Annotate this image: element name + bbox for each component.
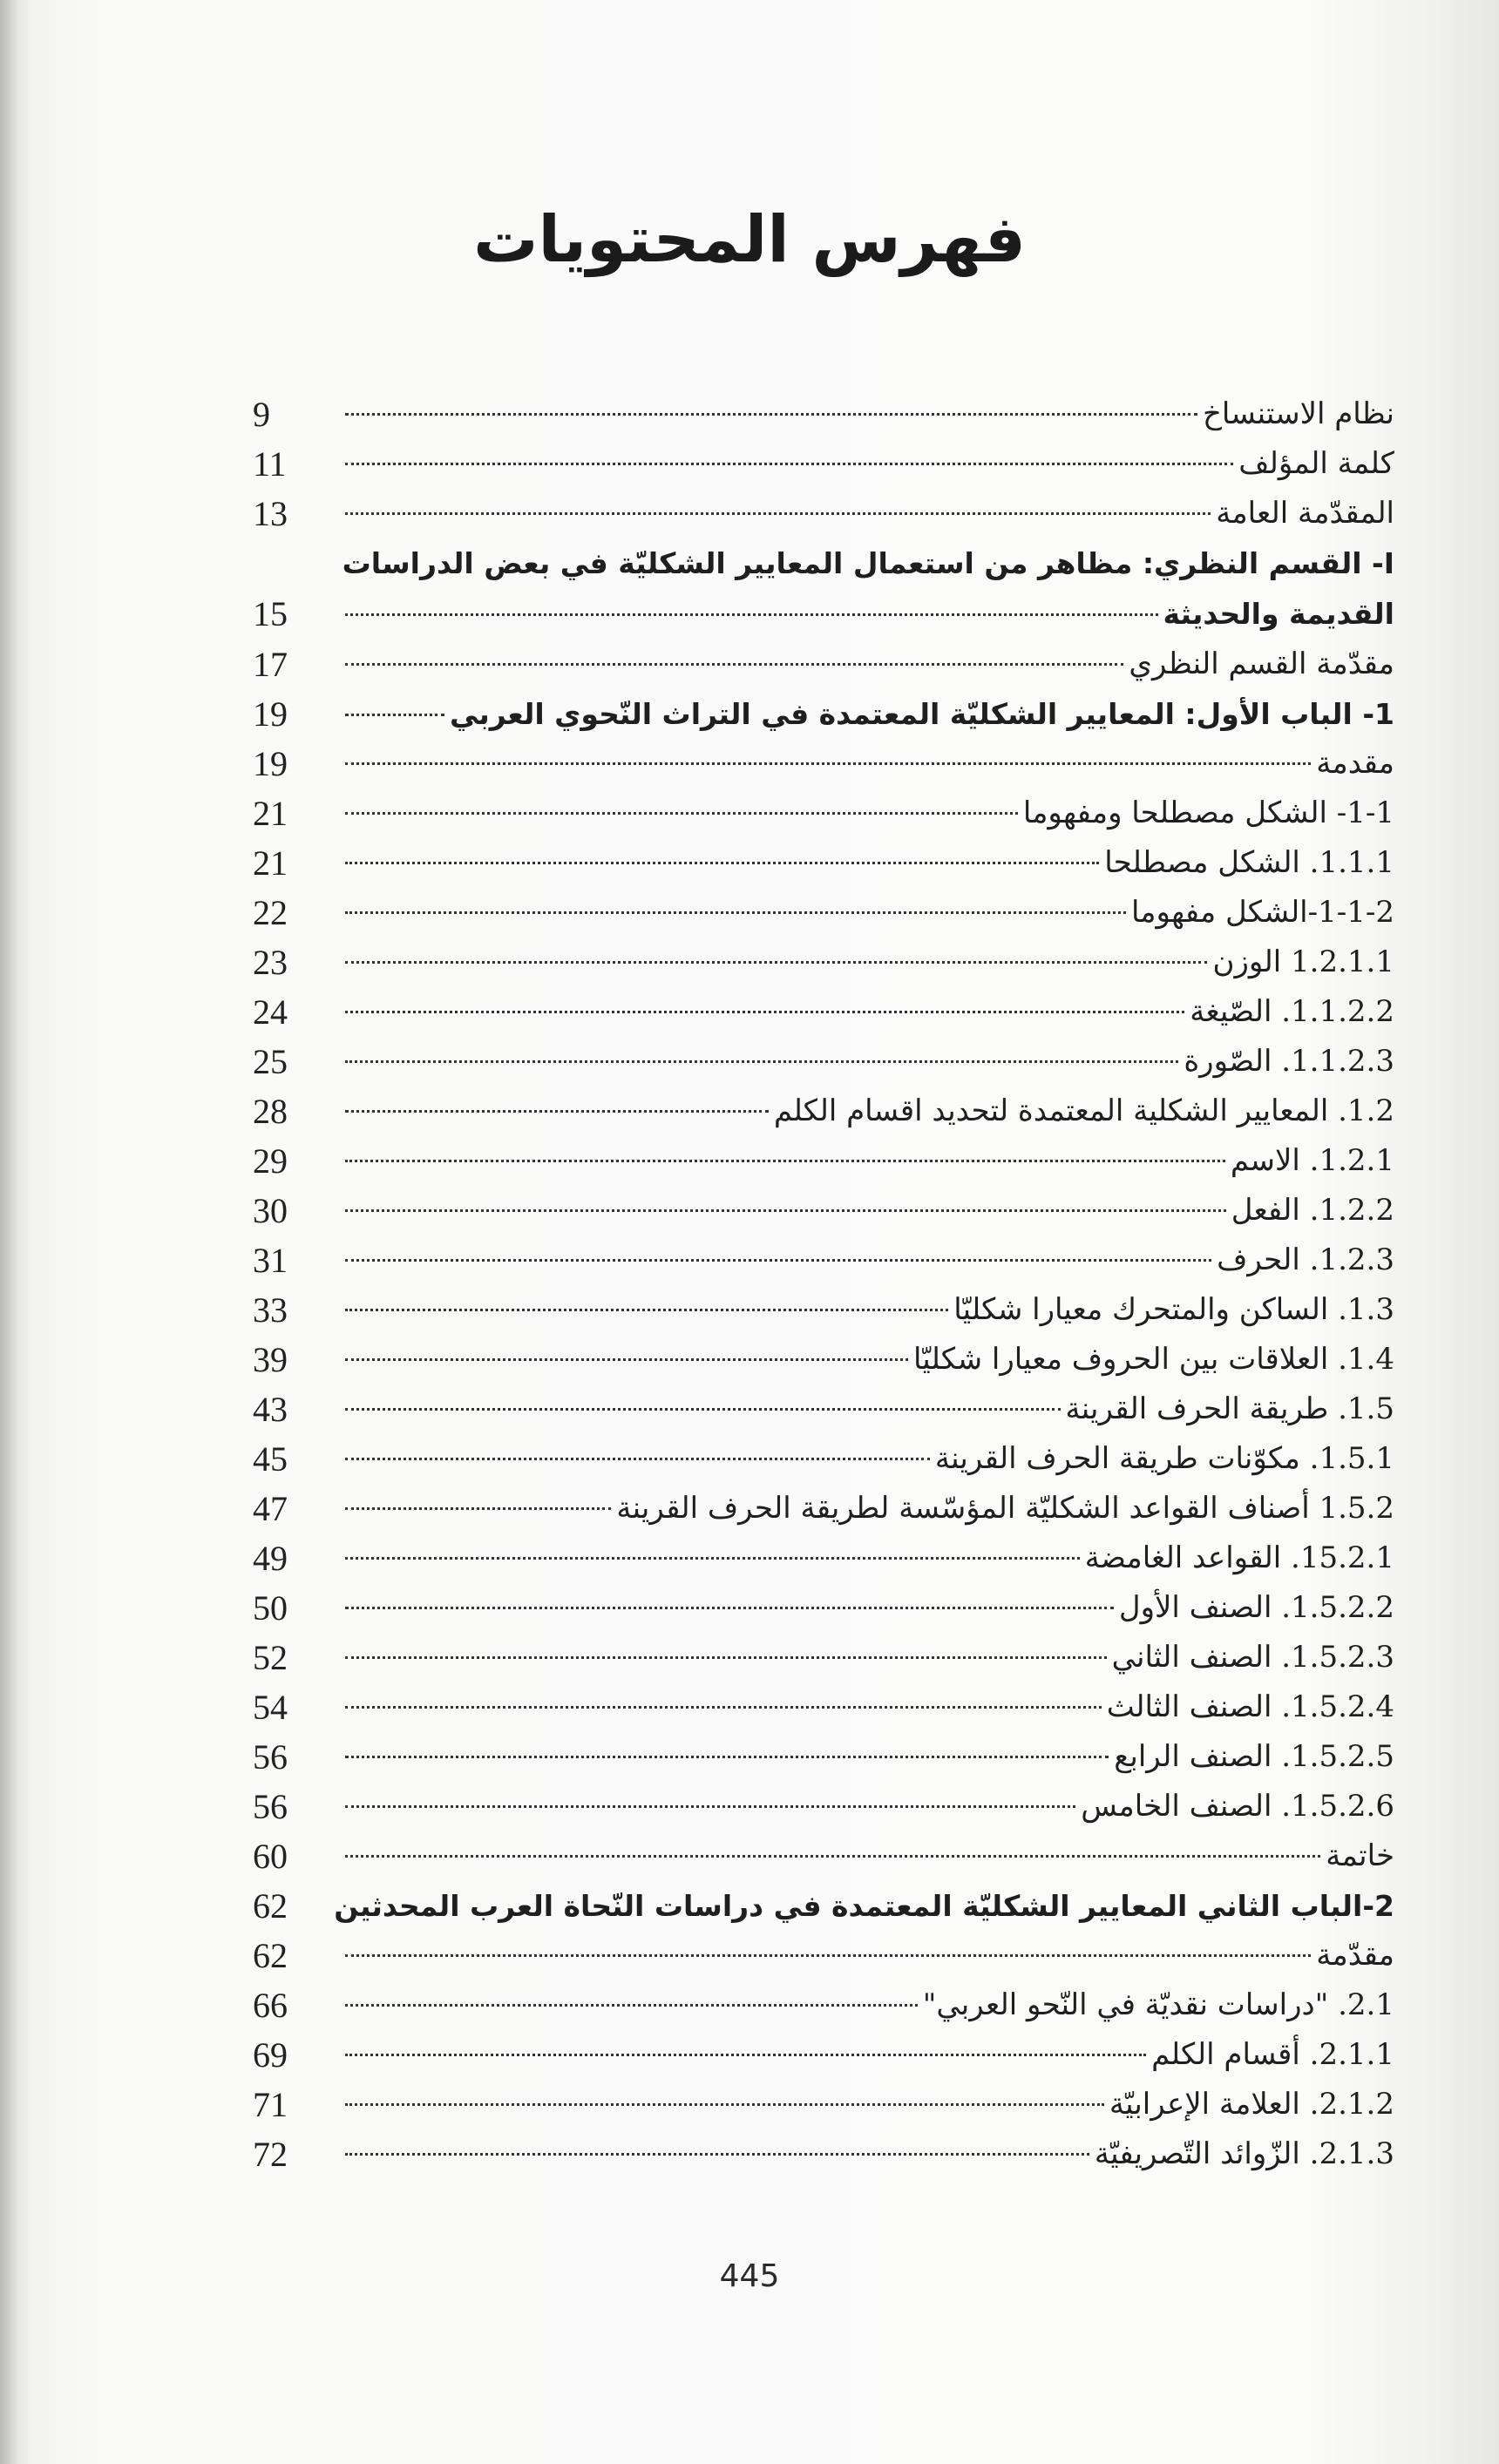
toc-page-number: 28 [253,1092,288,1131]
toc-page-number: 23 [253,943,288,982]
toc-entry-line [340,1732,1394,1782]
toc-entry-title: 1-1- الشكل مصطلحا ومفهوما [1022,795,1394,830]
dot-leader [345,1954,1311,1957]
toc-entry [253,489,1394,538]
toc-entry-title: 1.2.1.1 الوزن [1212,944,1394,979]
toc-page-number: 47 [253,1489,288,1528]
toc-entry-title: 1.5.2.6. الصنف الخامس [1081,1789,1394,1824]
toc-entry [253,689,1394,739]
toc-entry-title: 2-الباب الثاني المعايير الشكليّة المعتمدة في دراسات النّحاة العرب المحدثين [334,1889,1394,1923]
toc-entry-line [340,938,1394,987]
toc-entry-title: خاتمة [1326,1838,1394,1873]
toc-page-number: 33 [253,1290,288,1330]
page-title: فهرس المحتويات [473,202,1026,277]
dot-leader [345,1358,908,1361]
dot-leader [345,1309,948,1311]
toc-page-number: 29 [253,1141,288,1181]
toc-entry [253,1732,1394,1782]
toc-entry-line [340,1782,1394,1831]
toc-entry [253,2080,1394,2129]
toc-entry [253,1980,1394,2030]
toc-entry-line [340,389,1394,439]
dot-leader [345,1756,1109,1758]
toc-page-number: 22 [253,893,288,932]
toc-page-number: 39 [253,1340,288,1379]
toc-entry-line [340,640,1394,689]
toc-entry-title: 2.1.1. أقسام الكلم [1151,2037,1394,2072]
toc-page-number: 30 [253,1191,288,1230]
toc-entry-title: المقدّمة العامة [1216,496,1394,531]
toc-page-number: 50 [253,1588,288,1628]
toc-entry-line [340,1335,1394,1384]
toc-entry-title: 1- الباب الأول: المعايير الشكليّة المعتمدة في التراث النّحوي العربي [450,697,1394,731]
toc-entry [253,389,1394,439]
toc-entry-line [340,589,1394,639]
toc-entry-title: كلمة المؤلف [1238,446,1394,481]
toc-page-number: 56 [253,1737,288,1777]
toc-entry-title: 1.1.1. الشكل مصطلحا [1104,845,1394,880]
toc-entry-line [340,1037,1394,1086]
toc-page-number: 66 [253,1986,288,2025]
toc-page-number: 71 [253,2085,288,2124]
toc-entry [253,1484,1394,1533]
toc-entry-title: نظام الاستنساخ [1202,396,1394,431]
toc-entry-title: 1.2. المعايير الشكلية المعتمدة لتحديد اقسام الكلم [773,1093,1394,1128]
toc-entry-title: 1.5.2.2. الصنف الأول [1118,1590,1394,1625]
toc-entry-line [334,1881,1394,1931]
toc-page-number: 11 [253,444,287,484]
dot-leader [345,2004,918,2007]
dot-leader [345,1607,1114,1609]
dot-leader [345,1011,1184,1013]
toc-entry [253,1086,1394,1136]
dot-leader [345,2153,1089,2156]
toc-entry [253,1285,1394,1335]
toc-entry [253,1533,1394,1583]
toc-entry-title: 1.5.2.5. الصنف الرابع [1114,1739,1394,1774]
toc-page-number: 72 [253,2135,288,2174]
dot-leader [345,1110,769,1113]
toc-entry [253,439,1394,489]
toc-entry [253,1037,1394,1086]
toc-entry-line [340,739,1394,789]
toc-entry-title: 1.4. العلاقات بين الحروف معيارا شكليّا [912,1342,1394,1377]
dot-leader [345,663,1123,666]
toc-page-number: 52 [253,1638,288,1677]
toc-entry-title: 2.1.2. العلامة الإعرابيّة [1109,2087,1394,2122]
toc-entry [253,640,1394,689]
toc-entry [253,1831,1394,1881]
toc-entry-line [340,987,1394,1037]
toc-entry [253,2129,1394,2179]
toc-entry-line [340,439,1394,489]
toc-entry-line [340,1186,1394,1235]
toc-page-number: 13 [253,494,288,533]
toc-page-number: 25 [253,1042,288,1081]
toc-entry-title: 2.1. "دراسات نقديّة في النّحو العربي" [922,1987,1394,2022]
toc-entry-line [340,1484,1394,1533]
toc-entry-line [340,2030,1394,2080]
dot-leader [345,413,1197,416]
toc-entry [253,1881,1394,1931]
toc-page-number: 56 [253,1787,288,1826]
toc-page-number: 54 [253,1688,288,1727]
dot-leader [345,1259,1211,1262]
toc-entry [253,1384,1394,1434]
toc-entry [253,1434,1394,1484]
dot-leader [345,812,1018,815]
dot-leader [345,1656,1107,1659]
toc-page-number: 24 [253,992,288,1032]
toc-entry [253,1583,1394,1633]
toc-entry-title: القديمة والحديثة [1163,597,1394,631]
toc-entry-line [340,1980,1394,2030]
toc-entry-title: 1.2.2. الفعل [1231,1193,1394,1228]
toc-entry-line [340,2129,1394,2179]
dot-leader [345,1408,1061,1411]
toc-entry-title: 1.5.2.4. الصنف الثالث [1106,1689,1394,1724]
toc-entry-title: 1.1.2.3. الصّورة [1184,1044,1394,1079]
toc-entry [253,739,1394,789]
toc-entry-title: 1.1.2.2. الصّيغة [1190,994,1394,1029]
toc-entry [253,2030,1394,2080]
toc-entry-line [340,1235,1394,1285]
toc-entry [253,1782,1394,1831]
toc-entry-line [340,2080,1394,2129]
toc-entry-title: 1.2.3. الحرف [1217,1242,1394,1277]
dot-leader [345,714,444,716]
toc-entry-line [340,1384,1394,1434]
toc-entry-line [340,1434,1394,1484]
toc-entry-title: 15.2.1. القواعد الغامضة [1084,1540,1394,1575]
toc-entry [253,838,1394,888]
toc-entry [253,1633,1394,1682]
toc-entry [253,789,1394,838]
toc-entry [253,538,1394,640]
toc-page-number: 19 [253,694,288,734]
dot-leader [345,1855,1320,1858]
toc-page-number: 17 [253,645,288,684]
toc-page-number: 9 [253,395,270,434]
toc-page-number: 43 [253,1390,288,1429]
toc-entry-line [340,838,1394,888]
toc-entry-line [340,1583,1394,1633]
toc-page-number: 15 [253,594,288,633]
toc-entry-title: 2.1.3. الزّوائد التّصريفيّة [1094,2136,1394,2171]
toc-page-number: 60 [253,1837,288,1876]
toc-entry [253,1335,1394,1384]
toc-entry-line [340,1533,1394,1583]
toc-page-number: 62 [253,1936,288,1975]
dot-leader [345,2103,1104,2106]
dot-leader [345,961,1207,964]
toc-entry-title: مقدّمة [1316,1938,1394,1973]
toc-entry-title: 1.2.1. الاسم [1230,1143,1394,1178]
toc-entry-line [340,1633,1394,1682]
toc-page-number: 19 [253,744,288,783]
dot-leader [345,1706,1102,1709]
toc-entry-title: 1.5.1. مكوّنات طريقة الحرف القرينة [934,1441,1394,1476]
toc-entry [253,1186,1394,1235]
dot-leader [345,512,1211,515]
toc-page-number: 49 [253,1539,288,1578]
toc-entry-line [340,789,1394,838]
dot-leader [345,862,1099,864]
toc-page-number: 45 [253,1439,288,1479]
toc-entry-title: 1-1-2-الشكل مفهوما [1130,895,1394,930]
dot-leader [345,463,1233,465]
dot-leader [345,1160,1225,1162]
dot-leader [345,613,1158,616]
page-number: 445 [719,2258,780,2294]
toc-entry-line [340,1086,1394,1136]
dot-leader [345,1060,1178,1063]
toc-entry [253,987,1394,1037]
dot-leader [345,1458,930,1460]
toc-entry-line [340,1285,1394,1335]
toc-page-number: 62 [253,1886,288,1926]
toc-entry-title: مقدمة [1316,746,1394,781]
toc-page-number: 31 [253,1241,288,1280]
spine-shadow [0,0,19,2464]
toc-entry-title: مقدّمة القسم النظري [1129,646,1394,681]
toc-entry-line [340,1831,1394,1881]
toc-page-number: 69 [253,2035,288,2075]
dot-leader [345,762,1311,765]
dot-leader [345,2054,1146,2056]
toc-entry [253,1136,1394,1186]
toc-entry [253,938,1394,987]
toc-page-number: 21 [253,843,288,883]
toc-entry-line [340,489,1394,538]
toc-entry [253,888,1394,938]
dot-leader [345,1209,1226,1212]
dot-leader [345,1507,611,1510]
toc-entry-line [340,888,1394,938]
toc-page-number: 21 [253,794,288,833]
dot-leader [345,1805,1075,1808]
table-of-contents [253,389,1394,2179]
toc-entry [253,1931,1394,1980]
toc-entry-line [340,1931,1394,1980]
toc-entry-title: 1.5.2 أصناف القواعد الشكليّة المؤسّسة لطريقة الحرف القرينة [616,1491,1394,1526]
dot-leader [345,1557,1080,1560]
toc-entry-title: 1.3. الساكن والمتحرك معيارا شكليّا [953,1292,1394,1327]
toc-entry-line [340,689,1394,739]
toc-entry-line [340,1682,1394,1732]
toc-entry [253,1235,1394,1285]
dot-leader [345,911,1126,914]
toc-entry-title: 1.5.2.3. الصنف الثاني [1111,1640,1394,1675]
toc-entry-title-line1: I- القسم النظري: مظاهر من استعمال المعايير الشكليّة في بعض الدراسات [342,546,1394,580]
toc-entry [253,1682,1394,1732]
toc-entry-title: 1.5. طريقة الحرف القرينة [1065,1391,1394,1426]
toc-entry-line [340,1136,1394,1186]
